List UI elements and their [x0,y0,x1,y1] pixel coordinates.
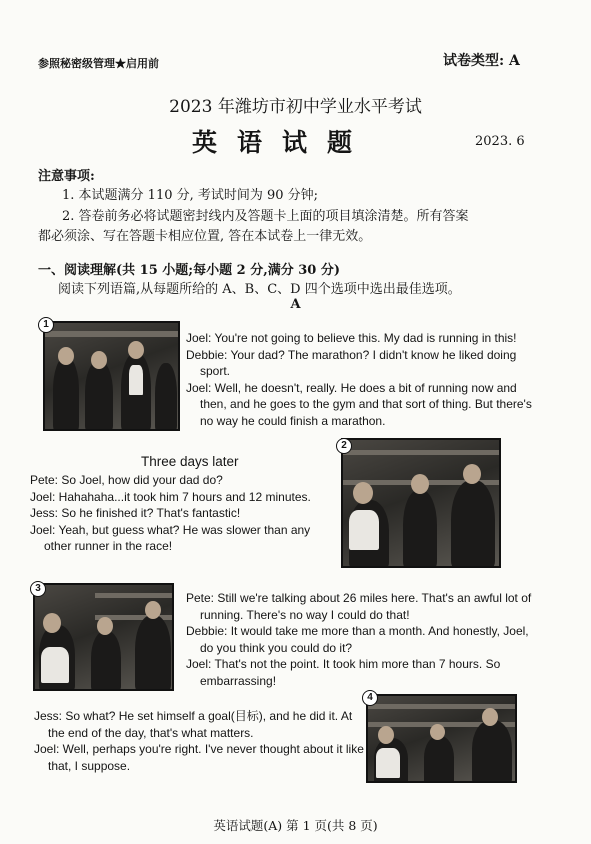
dialogue-line: Debbie: It would take me more than a month. And honestly, Joel, do you think you could do it? [186,624,529,655]
dialogue-panel-2 [30,472,335,555]
dialogue-line: Joel: Well, he doesn't, really. He does a bit of running now and then, and he goes to the gym and that sort of thing. But there's no way he could finish a marathon. [186,380,532,428]
passage-label: A [290,297,301,312]
comic-photo-1 [43,321,180,431]
paper-type-label: 试卷类型: A [443,53,520,69]
section-instruction: 阅读下列语篇,从每题所给的 A、B、C、D 四个选项中选出最佳选项。 [58,282,461,297]
dialogue-panel-1 [186,330,536,429]
notice-heading: 注意事项: [38,169,95,184]
dialogue-line: Joel: Yeah, but guess what? He was slower than any other runner in the race! [30,522,311,553]
panel-number-3: 3 [30,581,46,597]
scene-caption: Three days later [141,454,239,469]
dialogue-line: Jess: So what? He set himself a goal(目标), and he did it. At the end of the day, that's what matters. [34,709,353,740]
secret-level-label: 参照秘密级管理★启用前 [38,57,159,70]
page-footer: 英语试题(A) 第 1 页(共 8 页) [213,818,378,833]
panel-number-1: 1 [38,317,54,333]
dialogue-panel-3 [186,590,536,689]
section-heading: 一、阅读理解(共 15 小题;每小题 2 分,满分 30 分) [38,263,341,278]
dialogue-line: Pete: Still we're talking about 26 miles here. That's an awful lot of running. There's no way I could do that! [186,591,532,622]
notice-item-2: 2. 答卷前务必将试题密封线内及答题卡上面的项目填涂清楚。所有答案 [62,209,469,224]
notice-item-1: 1. 本试题满分 110 分, 考试时间为 90 分钟; [62,188,319,203]
subject-title: 英语试题 [192,128,373,157]
dialogue-line: Joel: That's not the point. It took him more than 7 hours. So embarrassing! [186,657,501,688]
comic-photo-4 [366,694,517,783]
comic-photo-3 [33,583,174,691]
exam-title: 2023 年潍坊市初中学业水平考试 [169,97,422,117]
exam-date: 2023. 6 [475,134,525,149]
panel-number-4: 4 [362,690,378,706]
dialogue-line: Joel: Hahahaha...it took him 7 hours and 12 minutes. [30,489,311,504]
dialogue-line: Jess: So he finished it? That's fantastic! [30,506,241,520]
dialogue-line: Pete: So Joel, how did your dad do? [30,473,223,487]
dialogue-line: Joel: You're not going to believe this. My dad is running in this! [186,331,517,345]
notice-item-2-continued: 都必须涂、写在答题卡相应位置, 答在本试卷上一律无效。 [38,229,372,244]
dialogue-line: Debbie: Your dad? The marathon? I didn't know he liked doing sport. [186,347,517,378]
comic-photo-2 [341,438,501,568]
dialogue-panel-4 [34,708,364,774]
dialogue-line: Joel: Well, perhaps you're right. I've never thought about it like that, I suppose. [34,742,364,773]
panel-number-2: 2 [336,438,352,454]
